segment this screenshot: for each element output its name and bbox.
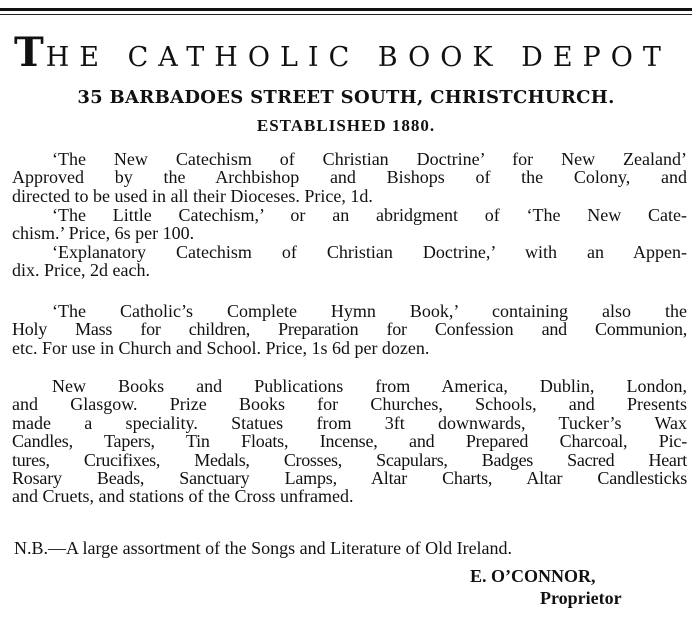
text-line: etc. For use in Church and School. Price, 1s 6d per dozen. xyxy=(12,337,430,358)
text-line: directed to be used in all their Dioceses. Price, 1d. xyxy=(12,185,373,206)
text-line: Approved by the Archbishop and Bishops of the Colony, and xyxy=(12,167,687,188)
paragraph-new-books xyxy=(12,377,687,506)
title-initial: T xyxy=(14,29,46,76)
text-line: Holy Mass for children, Preparation for Confession and Communion, xyxy=(12,319,687,340)
signature-title: Proprietor xyxy=(540,588,622,608)
text-line: chism.’ Price, 6s per 100. xyxy=(12,223,195,244)
text-line: New Books and Publications from America, Dublin, London, xyxy=(52,376,687,396)
text-line: made a speciality. Statues from 3ft downwards, Tucker’s Wax xyxy=(12,412,687,433)
paragraph-explanatory-catechism xyxy=(12,243,687,280)
nb-note: N.B.—A large assortment of the Songs and Literature of Old Ireland. xyxy=(14,538,513,558)
text-line: ‘Explanatory Catechism of Christian Doctrine,’ with an Appen- xyxy=(52,242,687,262)
title-rest: HE CATHOLIC BOOK DEPOT xyxy=(45,42,671,73)
text-line: ‘The Catholic’s Complete Hymn Book,’ containing also the xyxy=(52,301,687,321)
text-line: and Cruets, and stations of the Cross unframed. xyxy=(12,486,354,507)
top-rule xyxy=(0,8,692,11)
address-line: 35 BARBADOES STREET SOUTH, CHRISTCHURCH. xyxy=(77,87,615,108)
text-line: ‘The Little Catechism,’ or an abridgment of ‘The New Cate- xyxy=(52,205,687,225)
paragraph-hymn-book xyxy=(12,302,687,357)
signature-name: E. O’CONNOR, xyxy=(470,566,596,586)
text-line: tures, Crucifixes, Medals, Crosses, Scapulars, Badges Sacred Heart xyxy=(12,449,687,470)
advert-title xyxy=(14,29,690,76)
text-line: and Glasgow. Prize Books for Churches, Schools, and Presents xyxy=(12,394,687,415)
text-line: Candles, Tapers, Tin Floats, Incense, and Prepared Charcoal, Pic- xyxy=(12,431,687,452)
paragraph-new-catechism xyxy=(12,150,687,205)
text-line: ‘The New Catechism of Christian Doctrine’ for New Zealand’ xyxy=(52,149,687,169)
text-line: Rosary Beads, Sanctuary Lamps, Altar Charts, Altar Candlesticks xyxy=(12,467,687,488)
text-line: dix. Price, 2d each. xyxy=(12,260,150,281)
top-rule-thin xyxy=(0,14,692,15)
established-line: ESTABLISHED 1880. xyxy=(256,116,436,135)
paragraph-little-catechism xyxy=(12,206,687,243)
